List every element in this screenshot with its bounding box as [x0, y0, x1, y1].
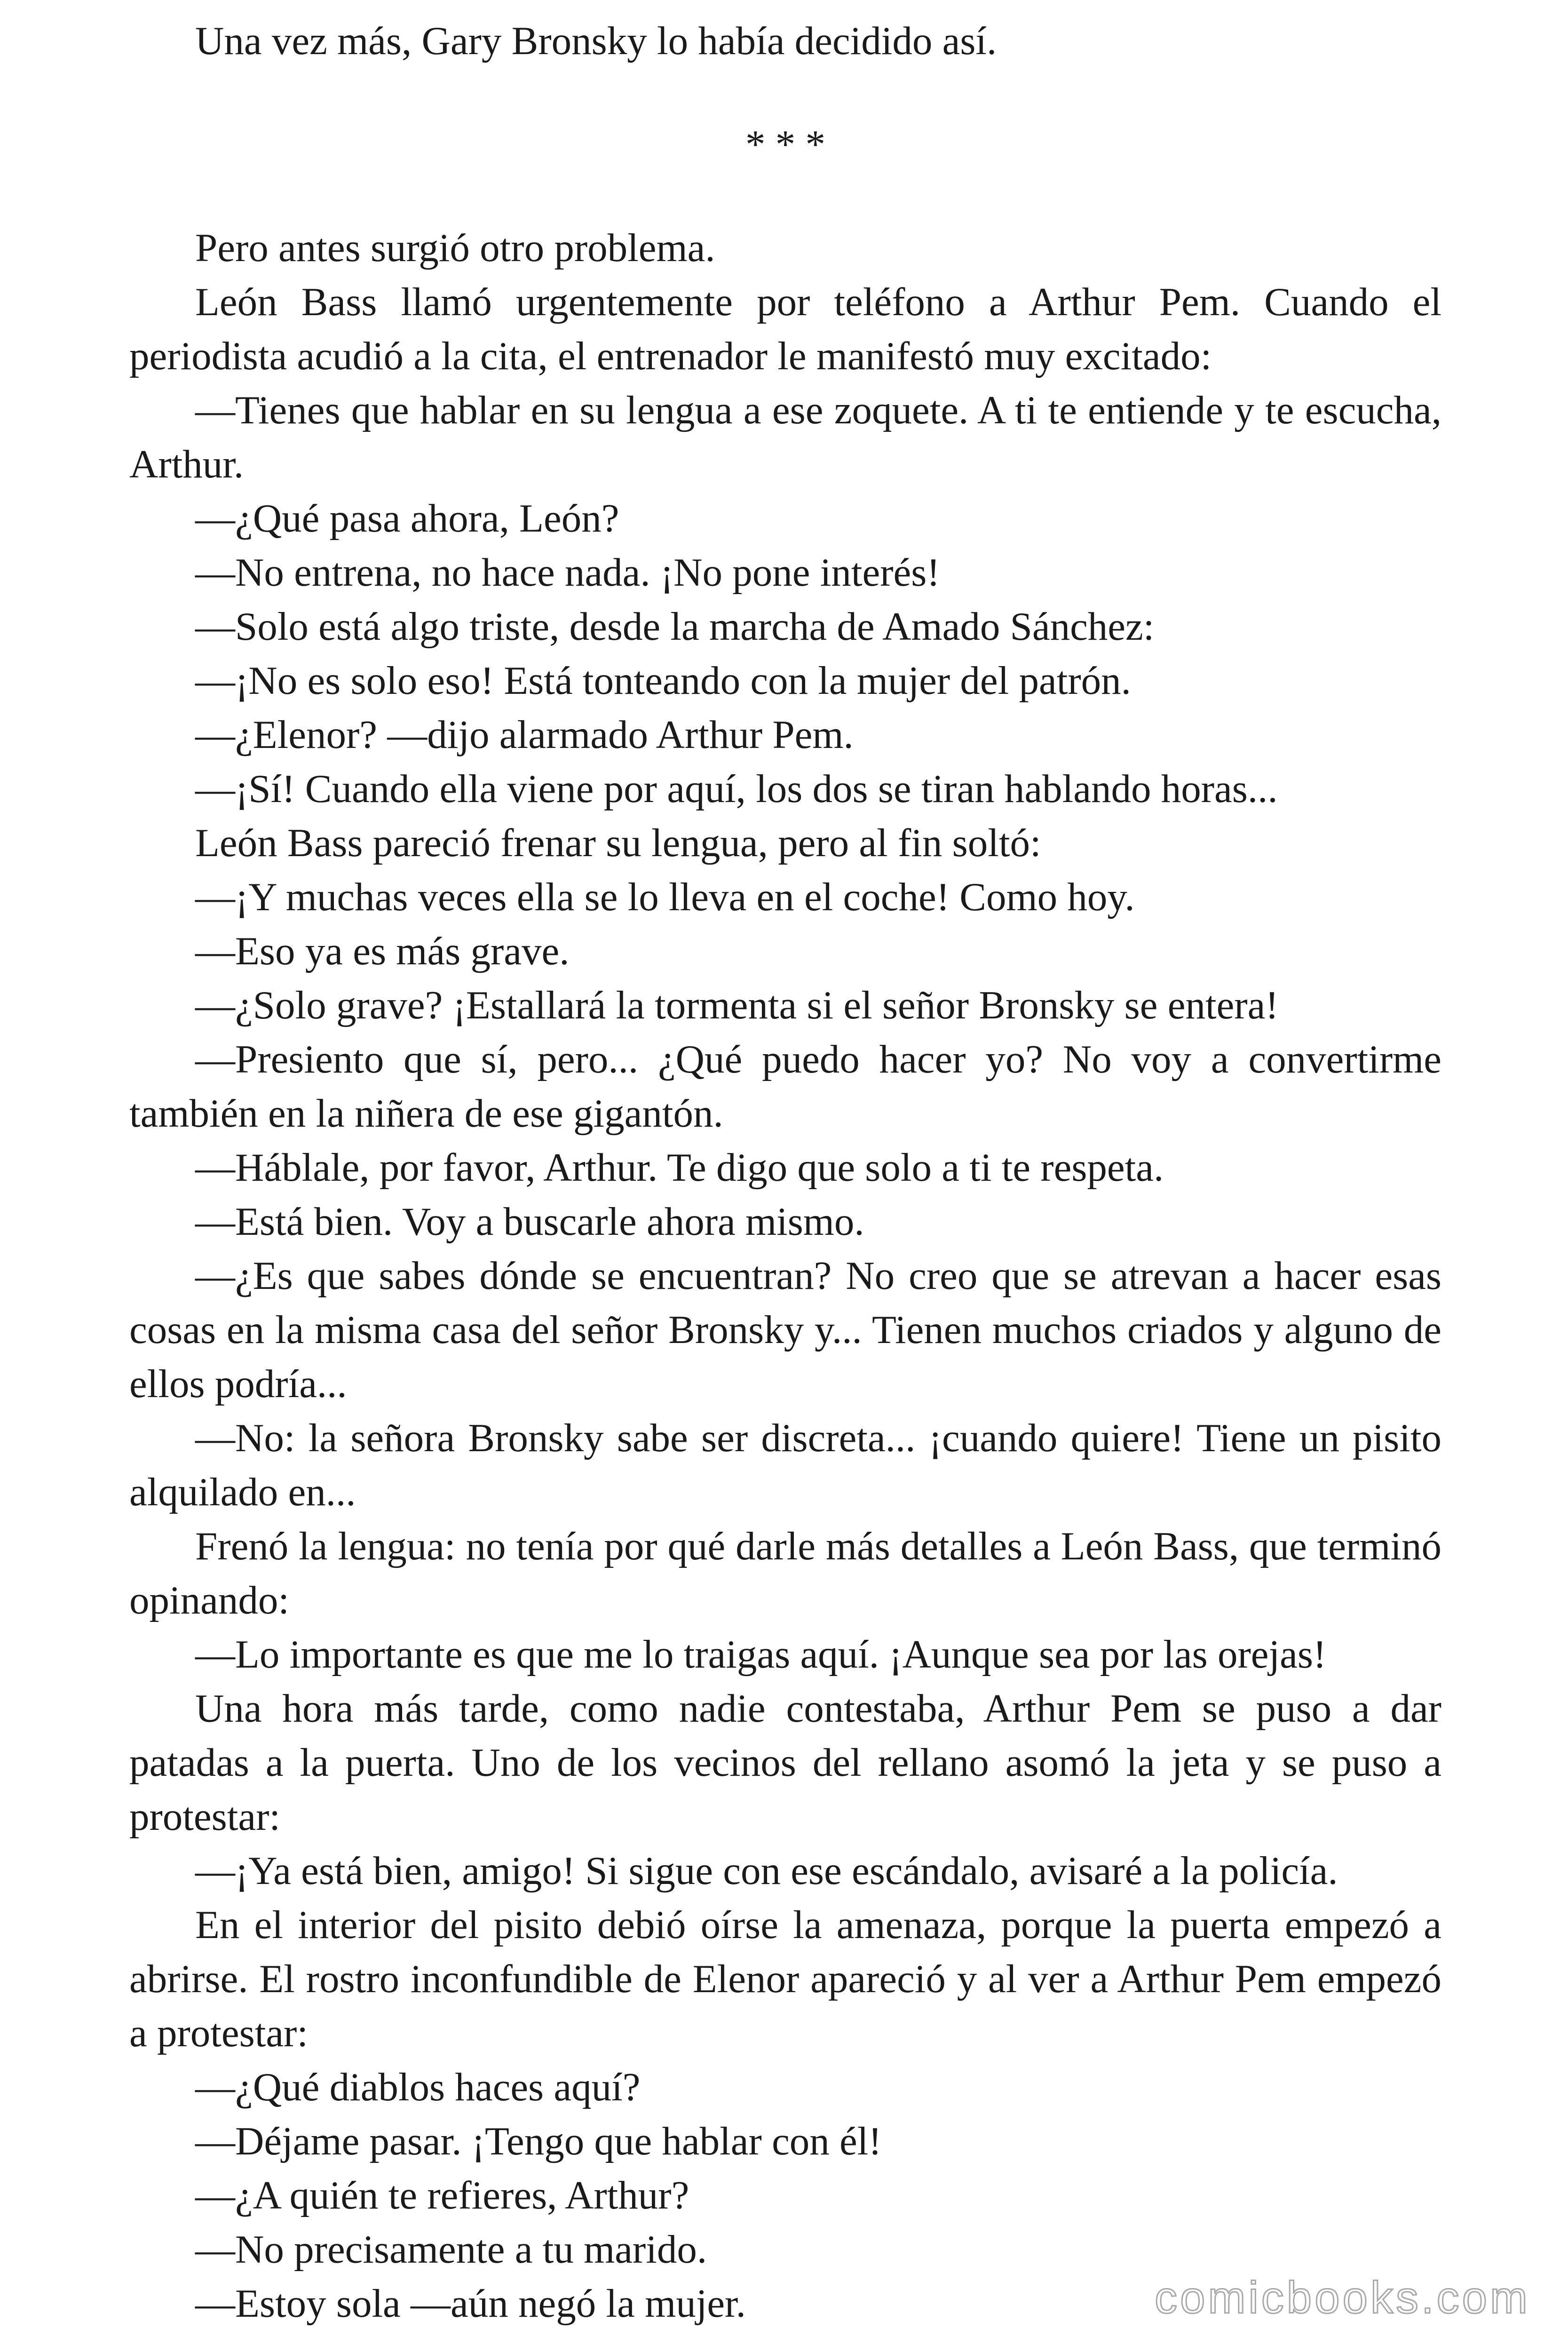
paragraph: En el interior del pisito debió oírse la amenaza, porque la puerta empezó a abrirse. El rostro inconfundible de Elenor apareció y al ver a Arthur Pem empezó a protestar:	[129, 1903, 1441, 2055]
paragraph: —Presiento que sí, pero... ¿Qué puedo hacer yo? No voy a convertirme también en la niñera de ese gigantón.	[129, 1037, 1441, 1136]
scene-separator: * * *	[745, 122, 825, 167]
paragraph: León Bass pareció frenar su lengua, pero al fin soltó:	[195, 821, 1041, 865]
paragraph: León Bass llamó urgentemente por teléfono a Arthur Pem. Cuando el periodista acudió a la cita, el entrenador le manifestó muy excitado:	[129, 280, 1441, 378]
paragraph: —¿Es que sabes dónde se encuentran? No creo que se atrevan a hacer esas cosas en la misma casa del señor Bronsky y... Tienen muchos criados y alguno de ellos podría...	[129, 1254, 1441, 1406]
paragraph: Pero antes surgió otro problema.	[195, 226, 715, 270]
watermark: comicbooks.com	[1155, 2273, 1530, 2323]
paragraph: —¿Qué diablos haces aquí?	[195, 2065, 641, 2109]
paragraph: —¡Ya está bien, amigo! Si sigue con ese escándalo, avisaré a la policía.	[195, 1849, 1338, 1893]
paragraph: —¿Qué pasa ahora, León?	[195, 496, 619, 540]
paragraph: Una vez más, Gary Bronsky lo había decidido así.	[195, 19, 997, 63]
paragraph: —Solo está algo triste, desde la marcha de Amado Sánchez:	[195, 604, 1155, 649]
paragraph: Una hora más tarde, como nadie contestaba, Arthur Pem se puso a dar patadas a la puerta. Uno de los vecinos del rellano asomó la jeta y se puso a protestar:	[129, 1686, 1441, 1839]
paragraph: —Lo importante es que me lo traigas aquí. ¡Aunque sea por las orejas!	[195, 1632, 1327, 1677]
paragraph: —No precisamente a tu marido.	[195, 2227, 707, 2272]
paragraph: —Eso ya es más grave.	[195, 929, 570, 973]
paragraph: Frenó la lengua: no tenía por qué darle más detalles a León Bass, que terminó opinando:	[129, 1524, 1441, 1622]
paragraph: —¡Y muchas veces ella se lo lleva en el coche! Como hoy.	[195, 875, 1135, 919]
paragraph: —Tienes que hablar en su lengua a ese zoquete. A ti te entiende y te escucha, Arthur.	[129, 388, 1441, 486]
paragraph: —Estoy sola —aún negó la mujer.	[195, 2281, 746, 2326]
paragraph: —¡Sí! Cuando ella viene por aquí, los dos se tiran hablando horas...	[195, 767, 1278, 811]
paragraph: —Está bien. Voy a buscarle ahora mismo.	[195, 1200, 864, 1244]
paragraph: —¿Solo grave? ¡Estallará la tormenta si el señor Bronsky se entera!	[195, 983, 1279, 1027]
paragraph: —No entrena, no hace nada. ¡No pone interés!	[195, 550, 940, 595]
page-text-body	[129, 14, 1441, 2331]
paragraph: —¿A quién te refieres, Arthur?	[195, 2173, 689, 2217]
paragraph: —No: la señora Bronsky sabe ser discreta... ¡cuando quiere! Tiene un pisito alquilado en...	[129, 1416, 1441, 1514]
paragraph: —Háblale, por favor, Arthur. Te digo que solo a ti te respeta.	[195, 1145, 1164, 1190]
paragraph: —¿Elenor? —dijo alarmado Arthur Pem.	[195, 713, 854, 757]
paragraph: —Déjame pasar. ¡Tengo que hablar con él!	[195, 2119, 882, 2163]
paragraph: —¡No es solo eso! Está tonteando con la mujer del patrón.	[195, 659, 1131, 703]
